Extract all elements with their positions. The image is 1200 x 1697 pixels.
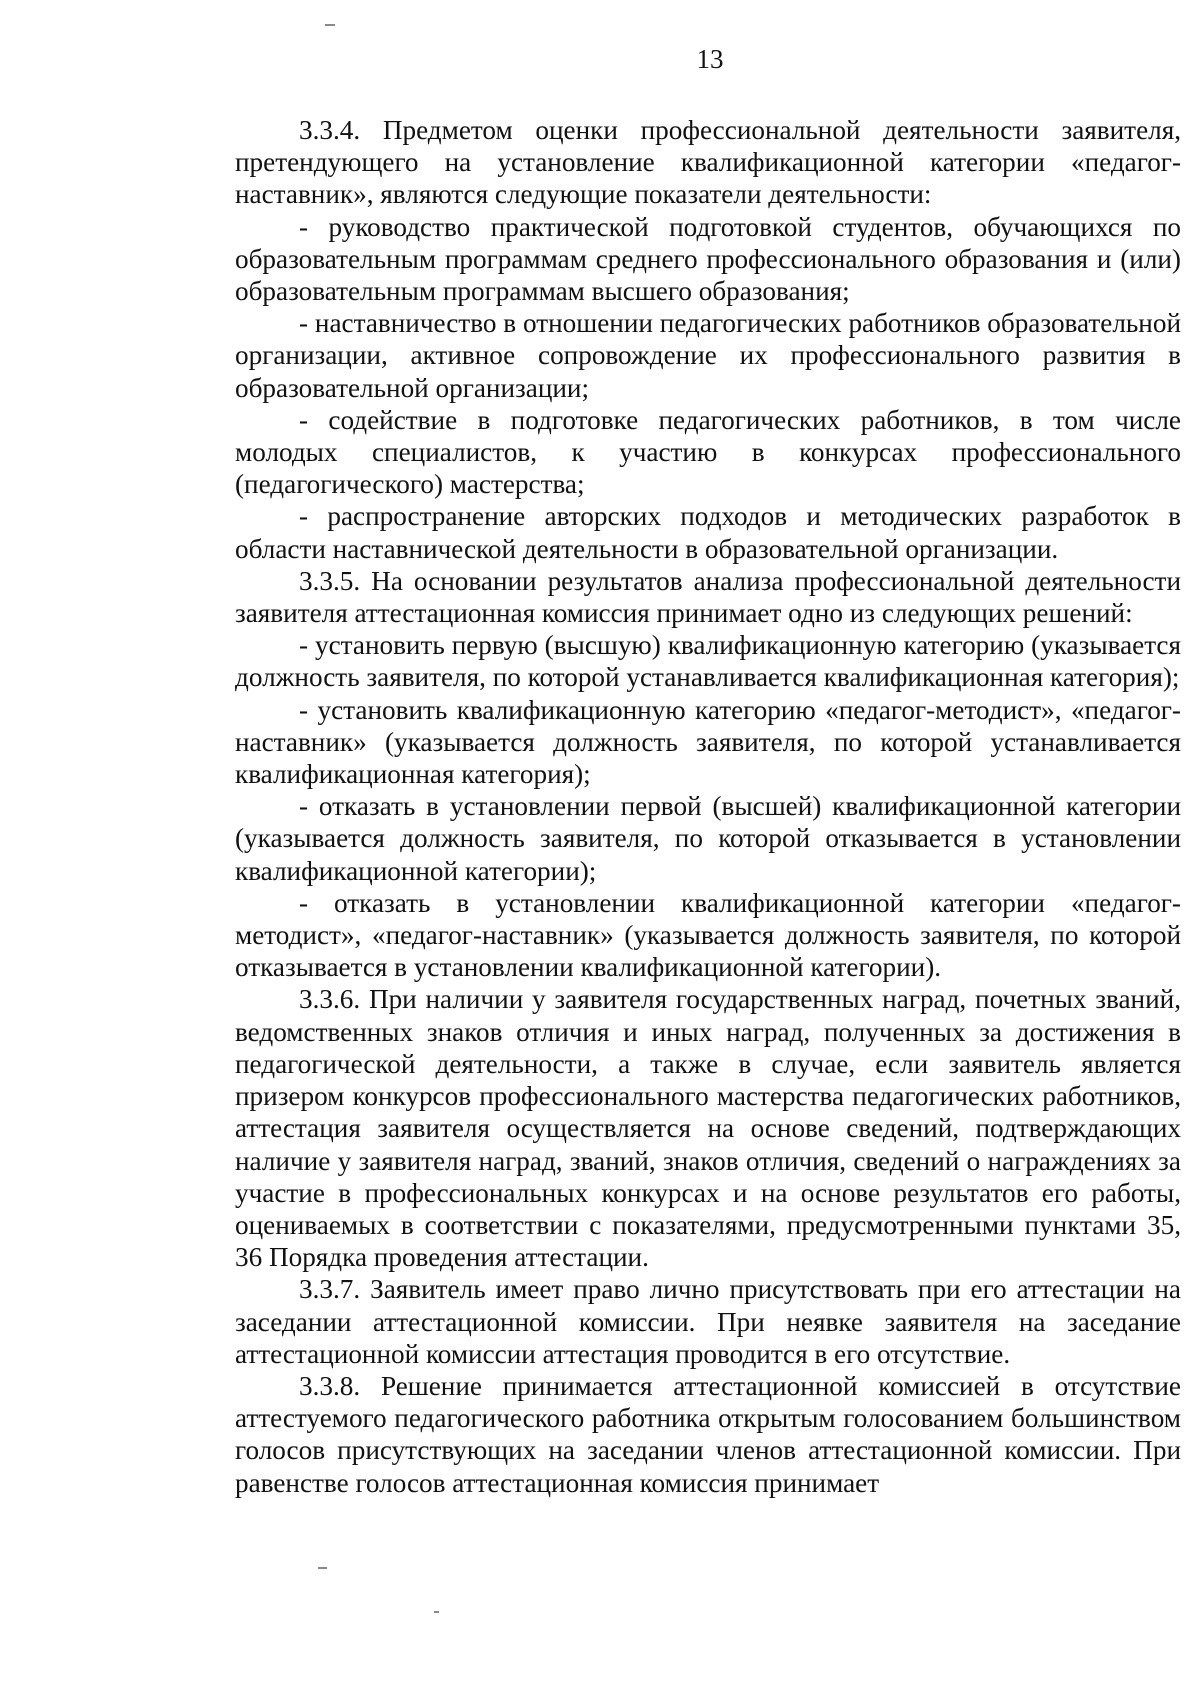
list-item-mentoring: - наставничество в отношении педагогических работников образовательной организации, активное сопровождение их профессионального развития в образовательной организации; (235, 308, 1181, 403)
paragraph-3-3-4: 3.3.4. Предметом оценки профессиональной деятельности заявителя, претендующего на установление квалификационной категории «педагог-наставник», являются следующие показатели деятельности: (235, 115, 1181, 210)
list-item-competition-preparation: - содействие в подготовке педагогических работников, в том числе молодых специалистов, к участию в конкурсах профессионального (педагогического) мастерства; (235, 404, 1181, 500)
list-item-dissemination: - распространение авторских подходов и методических разработок в области наставнической деятельности в образовательной организации. (235, 501, 1181, 564)
page-number: 13 (696, 44, 724, 74)
decision-item-refuse-methodist: - отказать в установлении квалификационной категории «педагог-методист», «педагог-наставник» (указывается должность заявителя, по которой отказывается в установлении квалификационной категории). (235, 887, 1181, 983)
scan-artifact (434, 1611, 439, 1613)
decision-item-methodist-mentor: - установить квалификационную категорию «педагог-методист», «педагог-наставник» (указывается должность заявителя, по которой устанавливается квалификационная категория); (235, 694, 1181, 790)
paragraph-3-3-5: 3.3.5. На основании результатов анализа профессиональной деятельности заявителя аттестационная комиссия принимает одно из следующих решений: (235, 565, 1181, 629)
document-body (235, 114, 1181, 1499)
scan-artifact (325, 24, 335, 26)
decision-item-first-category: - установить первую (высшую) квалификационную категорию (указывается должность заявителя, по которой устанавливается квалификационная категория); (235, 630, 1181, 693)
scan-artifact (318, 1567, 327, 1569)
paragraph-3-3-8: 3.3.8. Решение принимается аттестационной комиссией в отсутствие аттестуемого педагогического работника открытым голосованием большинством голосов присутствующих на заседании членов аттестационной комиссии. При равенстве голосов аттестационная комиссия принимает (235, 1370, 1181, 1498)
paragraph-3-3-6: 3.3.6. При наличии у заявителя государственных наград, почетных званий, ведомственных знаков отличия и иных наград, полученных за достижения в педагогической деятельности, а также в случае, если заявитель является призером конкурсов профессионального мастерства педагогических работников, аттестация заявителя осуществляется на основе сведений, подтверждающих наличие у заявителя наград, званий, знаков отличия, сведений о награждениях за участие в профессиональных конкурсах и на основе результатов его работы, оцениваемых в соответствии с показателями, предусмотренными пунктами 35, 36 Порядка проведения аттестации. (235, 984, 1181, 1273)
decision-item-refuse-first: - отказать в установлении первой (высшей) квалификационной категории (указывается должность заявителя, по которой отказывается в установлении квалификационной категории); (235, 791, 1181, 886)
paragraph-3-3-7: 3.3.7. Заявитель имеет право лично присутствовать при его аттестации на заседании аттестационной комиссии. При неявке заявителя на заседание аттестационной комиссии аттестация проводится в его отсутствие. (235, 1274, 1181, 1369)
list-item-practical-training: - руководство практической подготовкой студентов, обучающихся по образовательным программам среднего профессионального образования и (или) образовательным программам высшего образования; (235, 211, 1181, 307)
